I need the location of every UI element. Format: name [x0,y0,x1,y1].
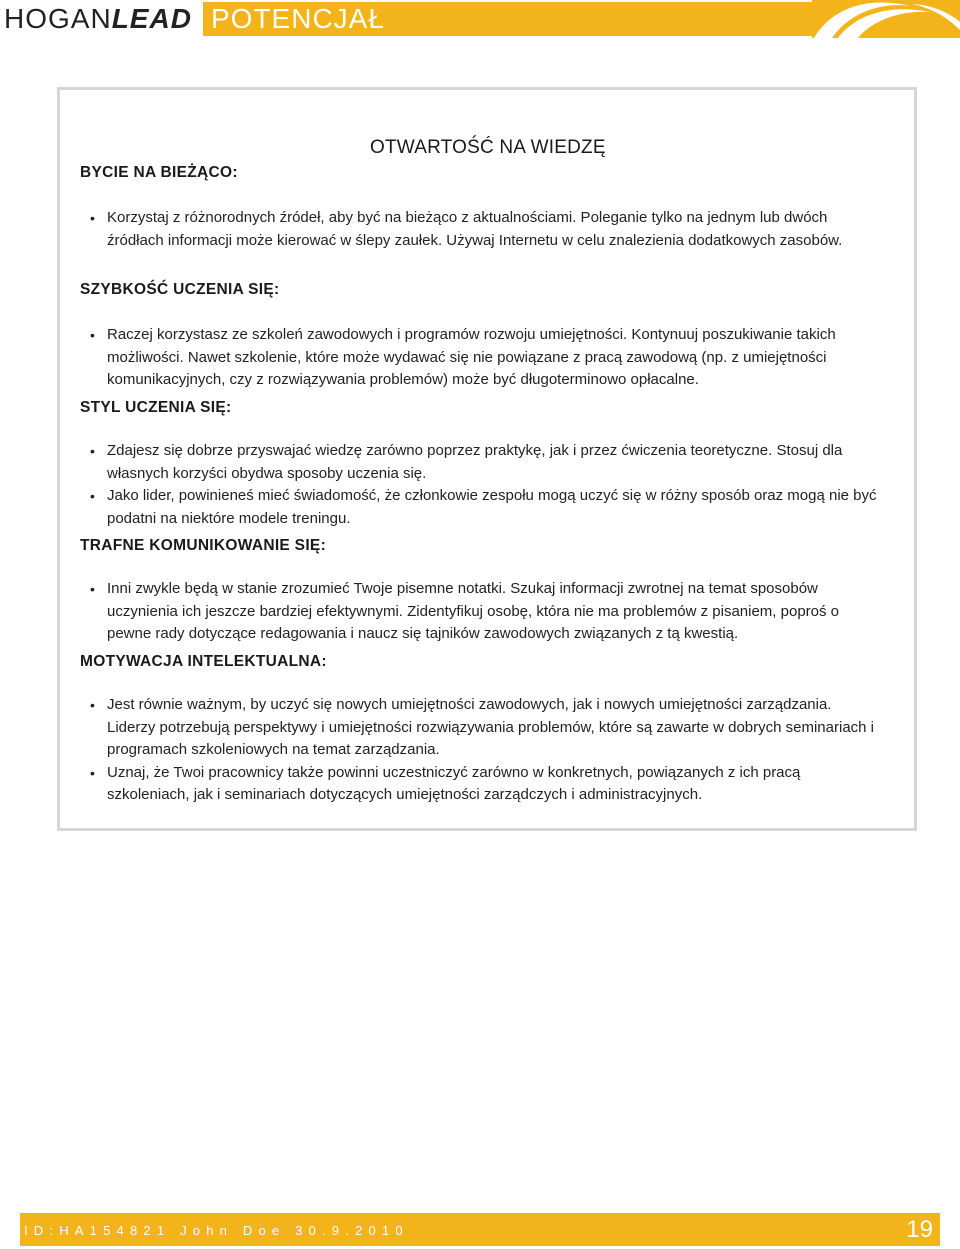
bullet-list [80,440,880,530]
page-header [0,0,960,38]
brand-lead: LEAD [111,3,192,34]
swoosh-logo-icon [812,0,960,38]
bullet-item: • Jest równie ważnym, by uczyć się nowych umiejętności zawodowych, jak i nowych umiejętności zarządzania. Liderzy potrzebują perspektywy i umiejętności rozwiązywania problemów, które są zawarte w dobrych seminariach i programach szkoleniowych na temat zarządzania. [80,694,880,762]
section-heading: STYL UCZENIA SIĘ: [80,399,232,416]
bullet-item: • Inni zwykle będą w stanie zrozumieć Twoje pisemne notatki. Szukaj informacji zwrotnej na temat sposobów uczynienia ich jeszcze bardziej efektywnymi. Zidentyfikuj osobę, która nie ma problemów z pisaniem, poproś o pewne rady dotyczące redagowania i naucz się tajników zawodowych związanych z tą kwestią. [80,578,880,646]
report-section-title: POTENCJAŁ [211,3,385,34]
document-title: OTWARTOŚĆ NA WIEDZĘ [370,136,606,158]
bullet-list [80,694,880,807]
bullet-list [80,207,880,252]
bullet-item: • Jako lider, powinieneś mieć świadomość, że członkowie zespołu mogą uczyć się w różny sposób oraz mogą nie być podatni na niektóre modele treningu. [80,485,880,530]
bullet-list [80,578,880,646]
bullet-list [80,324,880,392]
report-id-text: ID:HA154821 John Doe 30.9.2010 [24,1223,409,1238]
section-heading: BYCIE NA BIEŻĄCO: [80,164,238,181]
bullet-item: • Raczej korzystasz ze szkoleń zawodowych i programów rozwoju umiejętności. Kontynuuj poszukiwanie takich możliwości. Nawet szkolenie, które może wydawać się nie powiązane z pracą zawodową (np. z umiejętności komunikacyjnych, czy z rozwiązywania problemów) może być długoterminowo opłacalne. [80,324,880,392]
bullet-item: • Zdajesz się dobrze przyswajać wiedzę zarówno poprzez praktykę, jak i przez ćwiczenia teoretyczne. Stosuj dla własnych korzyści obydwa sposoby uczenia się. [80,440,880,485]
section-heading: SZYBKOŚĆ UCZENIA SIĘ: [80,281,280,298]
bullet-item: • Korzystaj z różnorodnych źródeł, aby być na bieżąco z aktualnościami. Poleganie tylko na jednym lub dwóch źródłach informacji może kierować w ślepy zaułek. Używaj Internetu w celu znalezienia dodatkowych zasobów. [80,207,880,252]
brand-hogan: HOGAN [4,3,112,34]
bullet-item: • Uznaj, że Twoi pracownicy także powinni uczestniczyć zarówno w konkretnych, powiązanych z ich pracą szkoleniach, jak i seminariach dotyczących umiejętności zarządczych i administracyjnych. [80,762,880,807]
section-accurate-communication [80,536,880,646]
section-learning-style [80,398,880,530]
page-footer [20,1213,940,1246]
section-heading: TRAFNE KOMUNIKOWANIE SIĘ: [80,537,327,554]
page-number: 19 [906,1216,933,1243]
brand-logo-text [4,2,192,36]
section-keeping-current [80,163,880,252]
header-title-bar [203,2,813,36]
section-learning-speed [80,280,880,392]
section-intellectual-motivation [80,652,880,807]
section-heading: MOTYWACJA INTELEKTUALNA: [80,653,327,670]
